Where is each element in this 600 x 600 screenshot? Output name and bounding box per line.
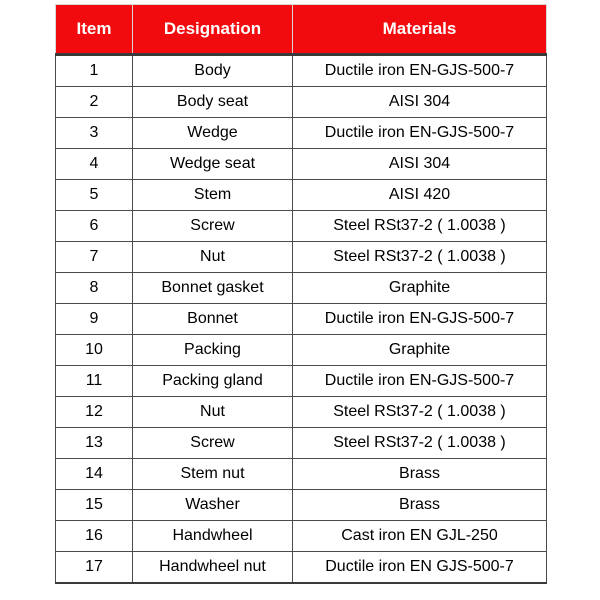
- table-row: [56, 149, 547, 180]
- table-row: [56, 211, 547, 242]
- table-row: [56, 55, 547, 87]
- cell-material: Cast iron EN GJL-250: [293, 521, 547, 552]
- cell-designation: Body: [133, 55, 293, 87]
- table-row: [56, 397, 547, 428]
- cell-item: 2: [56, 87, 133, 118]
- cell-material: Steel RSt37-2 ( 1.0038 ): [293, 211, 547, 242]
- cell-designation: Bonnet gasket: [133, 273, 293, 304]
- table-row: [56, 366, 547, 397]
- table-row: [56, 180, 547, 211]
- cell-item: 3: [56, 118, 133, 149]
- table-body: [56, 55, 547, 584]
- cell-material: Brass: [293, 490, 547, 521]
- cell-designation: Packing: [133, 335, 293, 366]
- cell-designation: Screw: [133, 428, 293, 459]
- table-row: [56, 304, 547, 335]
- cell-designation: Stem: [133, 180, 293, 211]
- table-row: [56, 242, 547, 273]
- cell-designation: Handwheel: [133, 521, 293, 552]
- table-row: [56, 273, 547, 304]
- cell-item: 11: [56, 366, 133, 397]
- table-row: [56, 552, 547, 584]
- cell-material: Ductile iron EN-GJS-500-7: [293, 118, 547, 149]
- cell-item: 5: [56, 180, 133, 211]
- table-row: [56, 335, 547, 366]
- cell-material: AISI 304: [293, 149, 547, 180]
- cell-designation: Washer: [133, 490, 293, 521]
- cell-material: Brass: [293, 459, 547, 490]
- cell-material: Ductile iron EN-GJS-500-7: [293, 55, 547, 87]
- cell-designation: Screw: [133, 211, 293, 242]
- cell-designation: Wedge seat: [133, 149, 293, 180]
- cell-item: 12: [56, 397, 133, 428]
- cell-item: 10: [56, 335, 133, 366]
- cell-item: 14: [56, 459, 133, 490]
- cell-designation: Nut: [133, 397, 293, 428]
- cell-designation: Bonnet: [133, 304, 293, 335]
- cell-material: Ductile iron EN GJS-500-7: [293, 552, 547, 584]
- cell-item: 16: [56, 521, 133, 552]
- header-designation: Designation: [133, 5, 293, 55]
- cell-designation: Packing gland: [133, 366, 293, 397]
- cell-material: Ductile iron EN-GJS-500-7: [293, 304, 547, 335]
- cell-material: AISI 304: [293, 87, 547, 118]
- table-row: [56, 87, 547, 118]
- cell-designation: Wedge: [133, 118, 293, 149]
- cell-material: AISI 420: [293, 180, 547, 211]
- cell-item: 7: [56, 242, 133, 273]
- table-row: [56, 459, 547, 490]
- cell-item: 13: [56, 428, 133, 459]
- header-materials: Materials: [293, 5, 547, 55]
- cell-material: Steel RSt37-2 ( 1.0038 ): [293, 242, 547, 273]
- table-row: [56, 428, 547, 459]
- table-row: [56, 118, 547, 149]
- cell-item: 4: [56, 149, 133, 180]
- cell-item: 6: [56, 211, 133, 242]
- cell-item: 8: [56, 273, 133, 304]
- table-row: [56, 521, 547, 552]
- cell-designation: Nut: [133, 242, 293, 273]
- table-header: [56, 5, 547, 55]
- cell-material: Steel RSt37-2 ( 1.0038 ): [293, 397, 547, 428]
- cell-item: 1: [56, 55, 133, 87]
- cell-material: Graphite: [293, 273, 547, 304]
- cell-designation: Handwheel nut: [133, 552, 293, 584]
- table-row: [56, 490, 547, 521]
- cell-material: Graphite: [293, 335, 547, 366]
- parts-materials-table: [55, 4, 547, 584]
- cell-item: 15: [56, 490, 133, 521]
- cell-item: 17: [56, 552, 133, 584]
- cell-designation: Body seat: [133, 87, 293, 118]
- cell-item: 9: [56, 304, 133, 335]
- header-row: [56, 5, 547, 55]
- cell-designation: Stem nut: [133, 459, 293, 490]
- cell-material: Ductile iron EN-GJS-500-7: [293, 366, 547, 397]
- header-item: Item: [56, 5, 133, 55]
- cell-material: Steel RSt37-2 ( 1.0038 ): [293, 428, 547, 459]
